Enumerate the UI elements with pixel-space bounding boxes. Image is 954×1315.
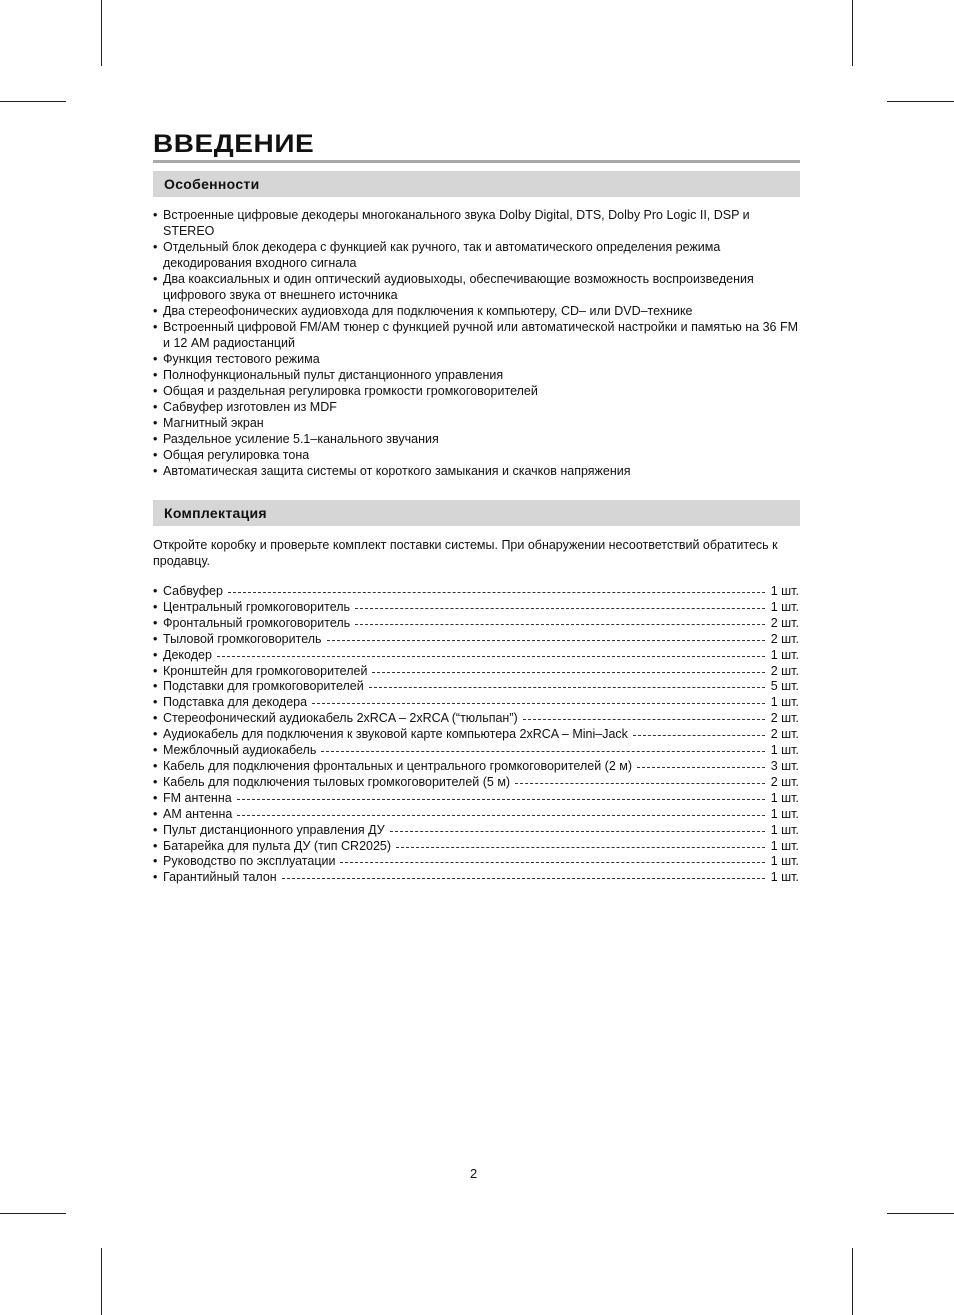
package-item-name: Кронштейн для громкоговорителей xyxy=(163,663,368,678)
package-item xyxy=(153,807,799,823)
bullet-icon: • xyxy=(153,806,158,821)
package-item-name: AM антенна xyxy=(163,806,233,821)
feature-item: • Встроенные цифровые декодеры многоканального звука Dolby Digital, DTS, Dolby Pro Logic II, DSP и STEREO xyxy=(153,207,800,239)
bullet-icon: • xyxy=(153,695,158,710)
feature-item: • Два стереофонических аудиовхода для подключения к компьютеру, CD– или DVD–технике xyxy=(153,303,800,319)
package-item-name: FM антенна xyxy=(163,790,232,805)
feature-item: • Автоматическая защита системы от короткого замыкания и скачков напряжения xyxy=(153,463,800,479)
dotted-leader xyxy=(340,862,764,863)
dotted-leader xyxy=(282,878,765,879)
package-item-name: Пульт дистанционного управления ДУ xyxy=(163,822,385,837)
package-item xyxy=(153,679,799,695)
package-item-name: Сабвуфер xyxy=(163,584,223,598)
bullet-icon: • xyxy=(153,631,158,646)
dotted-leader xyxy=(369,687,765,688)
bullet-icon: • xyxy=(153,790,158,805)
bullet-icon: • xyxy=(153,758,158,773)
package-item xyxy=(153,616,799,632)
crop-mark xyxy=(852,0,853,66)
crop-mark xyxy=(0,1213,66,1214)
package-intro: Откройте коробку и проверьте комплект поставки системы. При обнаружении несоответствий обратитесь к продавцу. xyxy=(153,538,778,568)
feature-item: • Общая и раздельная регулировка громкости громкоговорителей xyxy=(153,383,800,399)
crop-mark xyxy=(852,1248,853,1315)
dotted-leader xyxy=(372,672,764,673)
dotted-leader xyxy=(228,592,765,593)
dotted-leader xyxy=(637,767,765,768)
package-item-qty: 1 шт. xyxy=(770,743,799,758)
package-item-qty: 1 шт. xyxy=(770,854,799,869)
package-item-name: Центральный громкоговоритель xyxy=(163,599,351,614)
package-item-name: Фронтальный громкоговоритель xyxy=(163,615,351,630)
features-heading: Особенности xyxy=(164,176,260,192)
feature-item: • Отдельный блок декодера с функцией как ручного, так и автоматического определения режима декодирования входного сигнала xyxy=(153,239,800,271)
feature-item: • Два коаксиальных и один оптический аудиовыходы, обеспечивающие возможность воспроизведения цифрового звука от внешнего источника xyxy=(153,271,800,303)
dotted-leader xyxy=(355,608,765,609)
bullet-icon: • xyxy=(153,679,158,694)
dotted-leader xyxy=(390,831,765,832)
package-item xyxy=(153,743,799,759)
package-item xyxy=(153,600,799,616)
bullet-icon: • xyxy=(153,743,158,758)
feature-item: • Полнофункциональный пульт дистанционного управления xyxy=(153,367,800,383)
package-item xyxy=(153,664,799,680)
dotted-leader xyxy=(312,703,765,704)
package-item-name: Батарейка для пульта ДУ (тип CR2025) xyxy=(163,838,392,853)
package-item-qty: 1 шт. xyxy=(770,790,799,805)
bullet-icon: • xyxy=(153,647,158,662)
dotted-leader xyxy=(237,815,764,816)
package-item xyxy=(153,870,799,886)
bullet-icon: • xyxy=(153,663,158,678)
dotted-leader xyxy=(217,656,765,657)
features-section-header xyxy=(153,171,800,197)
package-item-qty: 1 шт. xyxy=(770,599,799,614)
package-heading: Комплектация xyxy=(164,505,267,521)
feature-item: • Раздельное усиление 5.1–канального звучания xyxy=(153,431,800,447)
dotted-leader xyxy=(515,783,765,784)
package-item-name: Гарантийный талон xyxy=(163,870,277,885)
package-item-qty: 1 шт. xyxy=(770,822,799,837)
package-item-name: Межблочный аудиокабель xyxy=(163,743,317,758)
package-item xyxy=(153,632,799,648)
page-number: 2 xyxy=(470,1166,478,1181)
feature-item: • Встроенный цифровой FM/AM тюнер с функцией ручной или автоматической настройки и памятью на 36 FM и 12 AM радиостанций xyxy=(153,319,800,351)
package-item-qty: 2 шт. xyxy=(770,711,799,726)
package-item-qty: 2 шт. xyxy=(770,615,799,630)
bullet-icon: • xyxy=(153,584,158,598)
package-item xyxy=(153,854,799,870)
package-item-name: Руководство по эксплуатации xyxy=(163,854,336,869)
package-item-name: Тыловой громкоговоритель xyxy=(163,631,322,646)
package-item xyxy=(153,791,799,807)
dotted-leader xyxy=(321,751,764,752)
bullet-icon: • xyxy=(153,727,158,742)
crop-mark xyxy=(887,101,954,102)
title-rule xyxy=(153,160,800,163)
feature-item: • Функция тестового режима xyxy=(153,351,800,367)
package-item-qty: 2 шт. xyxy=(770,663,799,678)
crop-mark xyxy=(0,101,66,102)
package-item-qty: 1 шт. xyxy=(770,584,799,598)
package-section-header xyxy=(153,500,800,526)
bullet-icon: • xyxy=(153,615,158,630)
package-item-name: Декодер xyxy=(163,647,212,662)
bullet-icon: • xyxy=(153,822,158,837)
bullet-icon: • xyxy=(153,711,158,726)
package-item-qty: 1 шт. xyxy=(770,806,799,821)
package-item-name: Подставка для декодера xyxy=(163,695,308,710)
package-item-name: Подставки для громкоговорителей xyxy=(163,679,364,694)
dotted-leader xyxy=(237,799,765,800)
bullet-icon: • xyxy=(153,774,158,789)
bullet-icon: • xyxy=(153,838,158,853)
package-item-name: Кабель для подключения тыловых громкоговорителей (5 м) xyxy=(163,774,511,789)
package-item xyxy=(153,823,799,839)
bullet-icon: • xyxy=(153,870,158,885)
package-item-qty: 2 шт. xyxy=(770,774,799,789)
package-item-qty: 2 шт. xyxy=(770,727,799,742)
package-item xyxy=(153,839,799,855)
package-item-name: Аудиокабель для подключения к звуковой карте компьютера 2хRCA – Mini–Jack xyxy=(163,727,628,742)
feature-item: • Сабвуфер изготовлен из MDF xyxy=(153,399,800,415)
feature-item: • Магнитный экран xyxy=(153,415,800,431)
bullet-icon: • xyxy=(153,599,158,614)
package-item xyxy=(153,727,799,743)
package-item xyxy=(153,775,799,791)
package-item-qty: 1 шт. xyxy=(770,838,799,853)
page-title: ВВЕДЕНИЕ xyxy=(153,130,315,158)
bullet-icon: • xyxy=(153,854,158,869)
package-item-qty: 1 шт. xyxy=(770,647,799,662)
dotted-leader xyxy=(523,719,765,720)
package-item-name: Кабель для подключения фронтальных и центрального громкоговорителей (2 м) xyxy=(163,758,633,773)
dotted-leader xyxy=(355,624,765,625)
package-item-name: Стереофонический аудиокабель 2хRCA – 2хRCA (“тюльпан”) xyxy=(163,711,518,726)
package-item-qty: 1 шт. xyxy=(770,870,799,885)
package-item-qty: 2 шт. xyxy=(770,631,799,646)
package-item xyxy=(153,711,799,727)
package-list xyxy=(153,584,799,886)
crop-mark xyxy=(101,0,102,66)
package-item xyxy=(153,695,799,711)
package-item-qty: 3 шт. xyxy=(770,758,799,773)
package-item xyxy=(153,584,799,600)
crop-mark xyxy=(887,1213,954,1214)
package-item-qty: 5 шт. xyxy=(770,679,799,694)
package-item xyxy=(153,648,799,664)
dotted-leader xyxy=(327,640,765,641)
features-list xyxy=(153,207,800,479)
package-item-qty: 1 шт. xyxy=(770,695,799,710)
dotted-leader xyxy=(396,847,765,848)
dotted-leader xyxy=(633,735,765,736)
package-item xyxy=(153,759,799,775)
crop-mark xyxy=(101,1248,102,1315)
feature-item: • Общая регулировка тона xyxy=(153,447,800,463)
